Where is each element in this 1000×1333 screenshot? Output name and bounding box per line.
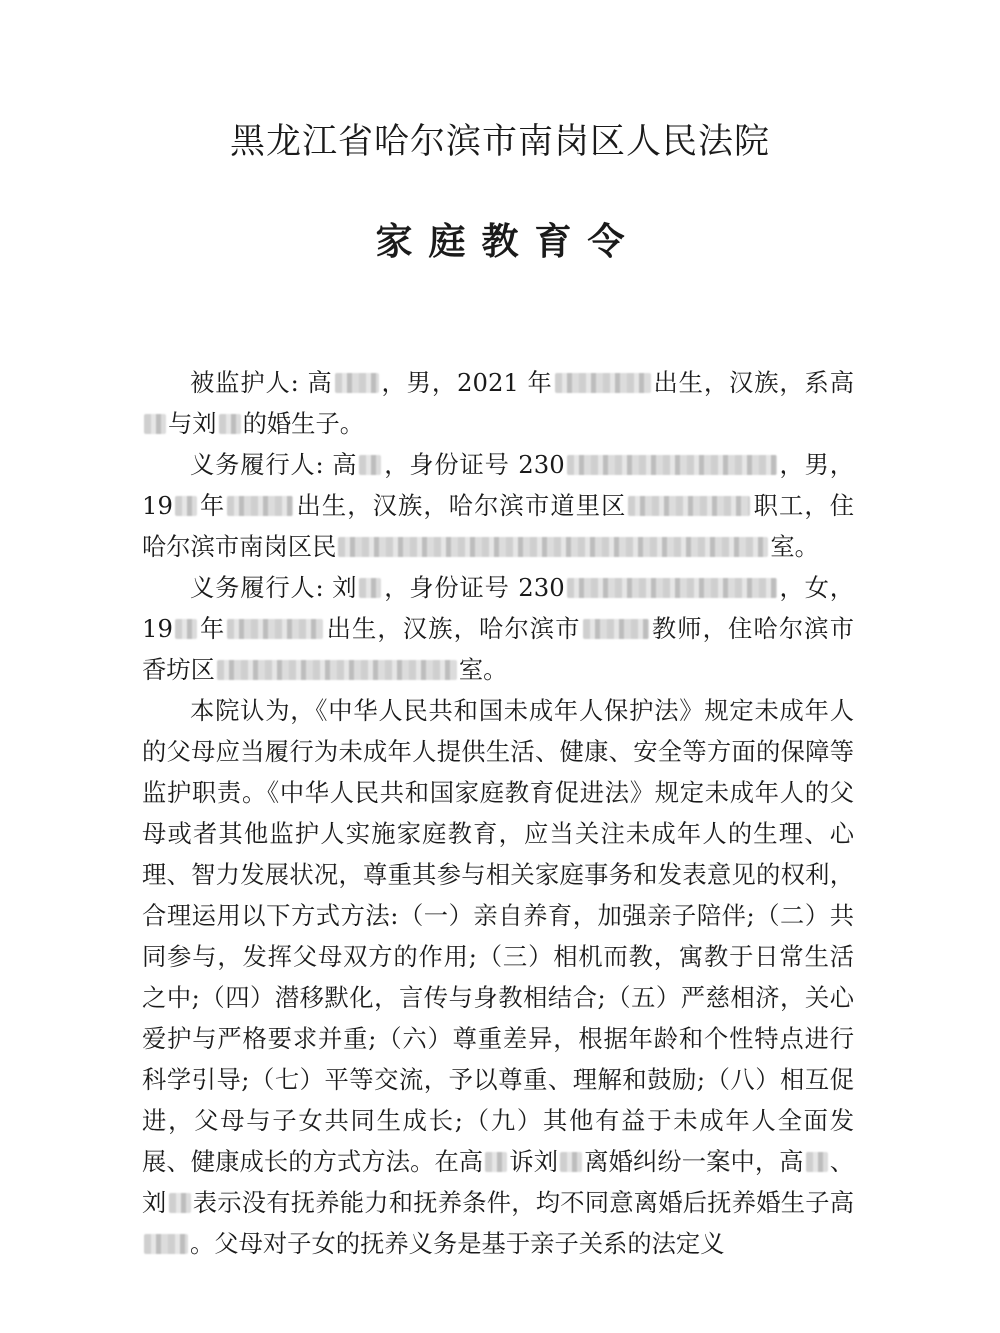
redacted-address [217,660,457,680]
obligor-1-label: 义务履行人: [190,450,333,479]
redacted-employer [583,619,649,639]
opinion-text-5: 表示没有抚养能力和抚养条件，均不同意离婚后抚养婚生子高 [192,1188,854,1217]
opinion-text-3: 离婚纠纷一案中，高 [584,1147,804,1176]
obligor-2-text-5: 室。 [458,655,508,684]
ward-paragraph [142,362,854,444]
document-body [142,362,854,1264]
redacted-name [806,1152,828,1172]
obligor-2-name-prefix: 刘 [332,573,358,602]
obligor-2-text-4: 教师，住哈尔滨市香坊区 [142,614,855,684]
document-title: 家庭教育令 [375,220,641,263]
obligor-2-id-text: ，身份证号 230 [383,573,565,602]
redacted-id-number [567,578,777,598]
redacted-name [560,1152,582,1172]
obligor-1-text-1: ，男，19 [142,450,854,520]
opinion-text-2: 诉刘 [509,1147,559,1176]
redacted-date [227,496,293,516]
court-opinion-paragraph [142,690,854,1264]
redacted-name [359,455,381,475]
obligor-2-text-3: 出生，汉族，哈尔滨市 [325,614,581,643]
obligor-1-paragraph [142,444,854,567]
redacted-address [338,537,768,557]
redacted-year [175,619,197,639]
opinion-text-1: 本院认为，《中华人民共和国未成年人保护法》规定未成年人的父母应当履行为未成年人提供生活、健康、安全等方面的保障等监护职责。《中华人民共和国家庭教育促进法》规定未成年人的父母或者其他监护人实施家庭教育，应当关注未成年人的生理、心理、智力发展状况，尊重其参与相关家庭事务和发表意见的权利，合理运用以下方式方法:（一）亲自养育，加强亲子陪伴;（二）共同参与，发挥父母双方的作用;（三）相机而教，寓教于日常生活之中;（四）潜移默化，言传与身教相结合;（五）严慈相济，关心爱护与严格要求并重;（六）尊重差异，根据年龄和个性特点进行科学引导;（七）平等交流，予以尊重、理解和鼓励;（八）相互促进，父母与子女共同生成长;（九）其他有益于未成年人全面发展、健康成长的方式方法。在高 [142,696,854,1176]
redacted-name [485,1152,507,1172]
obligor-2-label: 义务履行人: [190,573,333,602]
redacted-id-number [567,455,777,475]
obligor-1-text-3: 出生，汉族，哈尔滨市道里区 [295,491,627,520]
redacted-name [144,1234,188,1254]
ward-text-2: 出生，汉族，系高 [652,368,855,397]
ward-text-4: 的婚生子。 [242,409,365,438]
obligor-1-name-prefix: 高 [332,450,358,479]
ward-name-prefix: 高 [307,368,333,397]
opinion-text-6: 。父母对子女的抚养义务是基于亲子关系的法定义 [190,1229,725,1258]
redacted-name [219,414,241,434]
redacted-name [144,414,166,434]
court-name: 黑龙江省哈尔滨市南岗区人民法院 [229,122,770,162]
redacted-employer [628,496,750,516]
ward-label: 被监护人: [190,368,308,397]
obligor-1-id-text: ，身份证号 230 [383,450,565,479]
opinion-text-4: 、刘 [142,1147,855,1217]
ward-text-3: 与刘 [168,409,217,438]
ward-text-1: ，男，2021 年 [380,368,553,397]
redacted-year [175,496,197,516]
obligor-2-text-1: ，女，19 [142,573,854,643]
redacted-name [335,373,379,393]
redacted-date [555,373,651,393]
redacted-name [359,578,381,598]
redacted-name [169,1193,191,1213]
obligor-1-text-4: 职工，住哈尔滨市南岗区民 [142,491,855,561]
obligor-1-text-2: 年 [198,491,226,520]
obligor-1-text-5: 室。 [770,532,819,561]
redacted-date [227,619,323,639]
obligor-2-text-2: 年 [198,614,226,643]
obligor-2-paragraph [142,567,854,690]
